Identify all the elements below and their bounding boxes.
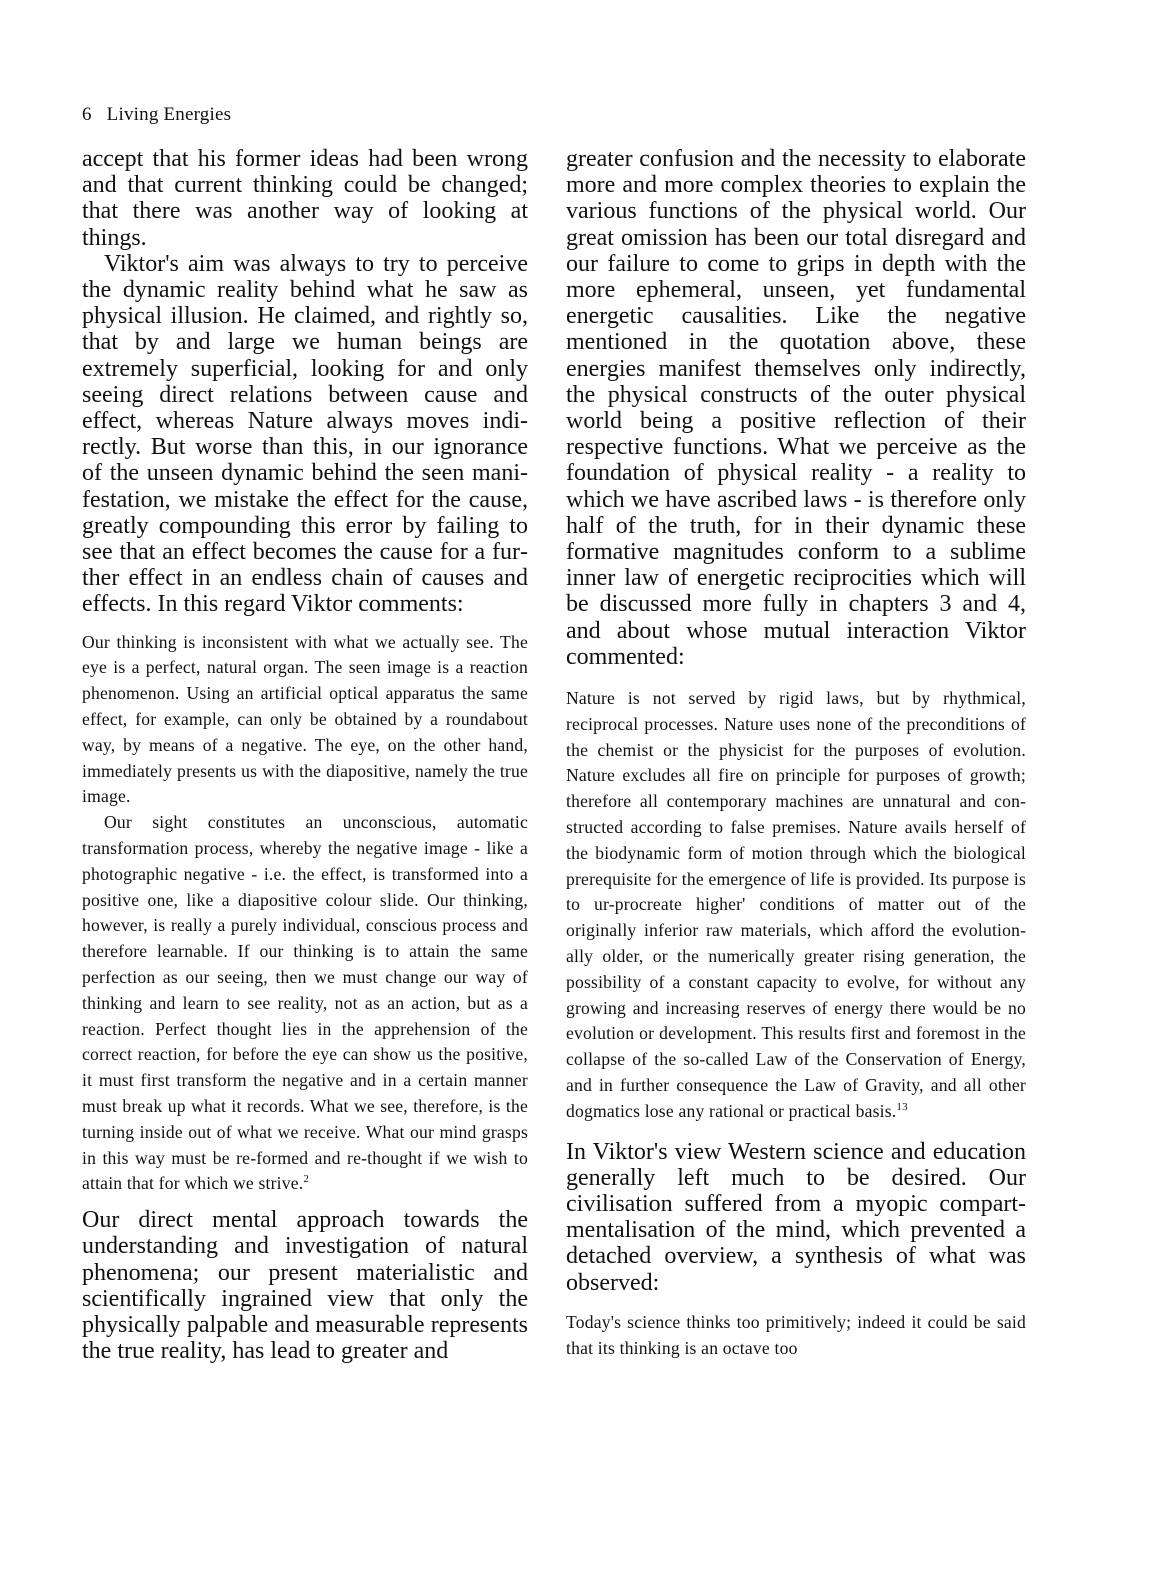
page-number: 6 <box>82 104 92 125</box>
block-quote <box>82 630 528 1198</box>
block-quote <box>566 1310 1026 1362</box>
quote-paragraph: Our thinking is inconsistent with what we actually see. The eye is a perfect, natural organ. The seen image is a reaction phenomenon. Using an artificial optical apparatus the same effect, for example, can only be obtained by a roundabout way, by means of a negative. The eye, on the other hand, immediately presents us with the diapositive, namely the true image. <box>82 631 528 807</box>
footnote-ref: 13 <box>896 1100 908 1113</box>
footnote-ref: 2 <box>303 1173 310 1186</box>
book-title: Living Energies <box>106 104 232 125</box>
body-paragraph: accept that his former ideas had been wrong and that current thinking could be changed; that there was another way of looking at things. <box>82 146 528 251</box>
quote-paragraph <box>82 810 528 1197</box>
body-paragraph: Viktor's aim was always to try to perceive the dynamic reality behind what he saw as physical illusion. He claimed, and rightly so, that by and large we human beings are extremely superficial, looking for and only seeing direct relations between cause and effect, whereas Nature always moves indirectly. But worse than this, in our ignorance of the unseen dynamic behind the seen manifestation, we mistake the effect for the cause, greatly compounding this error by failing to see that an effect becomes the cause for a further effect in an endless chain of causes and effects. In this regard Viktor comments: <box>82 250 528 618</box>
quote-paragraph <box>566 686 1026 1125</box>
body-paragraph: In Viktor's view Western science and education generally left much to be desired. Our civilisation suffered from a myopic compartmentalisation of the mind, which prevented a detached overview, a synthesis of what was observed: <box>566 1138 1026 1296</box>
quote-paragraph: Today's science thinks too primitively; indeed it could be said that its thinking is an octave too <box>566 1311 1026 1358</box>
body-paragraph: Our direct mental approach towards the understanding and investigation of natural phenomena; our present materialistic and scientifically ingrained view that only the physically palpable and measurable represents the true reality, has lead to greater and <box>82 1207 528 1365</box>
left-column <box>82 146 528 1364</box>
right-column <box>566 146 1026 1361</box>
block-quote <box>566 686 1026 1125</box>
running-head <box>82 104 231 126</box>
body-paragraph: greater confusion and the necessity to elaborate more and more complex theories to explain the various functions of the physical world. Our great omission has been our total disregard and our failure to come to grips in depth with the more ephemeral, unseen, yet fundamental energetic causalities. Like the negative mentioned in the quotation above, these energies manifest themselves only indirectly, the physical constructs of the outer physical world being a positive reflection of their respective functions. What we perceive as the foundation of physical reality - a reality to which we have ascribed laws - is therefore only half of the truth, for in their dynamic these formative magnitudes conform to a sublime inner law of energetic reciprocities which will be discussed more fully in chapters 3 and 4, and about whose mutual interaction Viktor commented: <box>566 146 1026 670</box>
quote-text: Our sight constitutes an unconscious, automatic transformation process, whereby the negative image - like a photographic negative - i.e. the effect, is transformed into a positive one, like a diapositive colour slide. Our thinking, however, is really a purely individual, conscious process and therefore learnable. If our thinking is to attain the same perfection as our seeing, then we must change our way of thinking and learn to see reality, not as an action, but as a reaction. Perfect thought lies in the apprehension of the correct reaction, for before the eye can show us the positive, it must first transform the negative and in a certain manner must break up what it records. What we see, therefore, is the turning inside out of what we receive. What our mind grasps in this way must be re-formed and re-thought if we wish to attain that for which we strive. <box>82 812 528 1194</box>
quote-text: Nature is not served by rigid laws, but by rhythmical, reciprocal processes. Nature uses none of the preconditions of the chemist or the physicist for the purposes of evolution. Nature excludes all fire on principle for purposes of growth; therefore all contemporary machines are unnatural and constructed according to false premises. Nature avails herself of the biodynamic form of motion through which the biological prerequisite for the emergence of life is provided. Its purpose is to ur-procreate higher' conditions of matter out of the originally inferior raw materials, which afford the evolutionally older, or the numerically greater rising generation, the possibility of a constant capacity to evolve, for without any growing and increasing reserves of energy there would be no evolution or development. This results first and foremost in the collapse of the so-called Law of the Conservation of Energy, and in further consequence the Law of Gravity, and all other dogmatics lose any rational or practical basis. <box>566 688 1026 1121</box>
